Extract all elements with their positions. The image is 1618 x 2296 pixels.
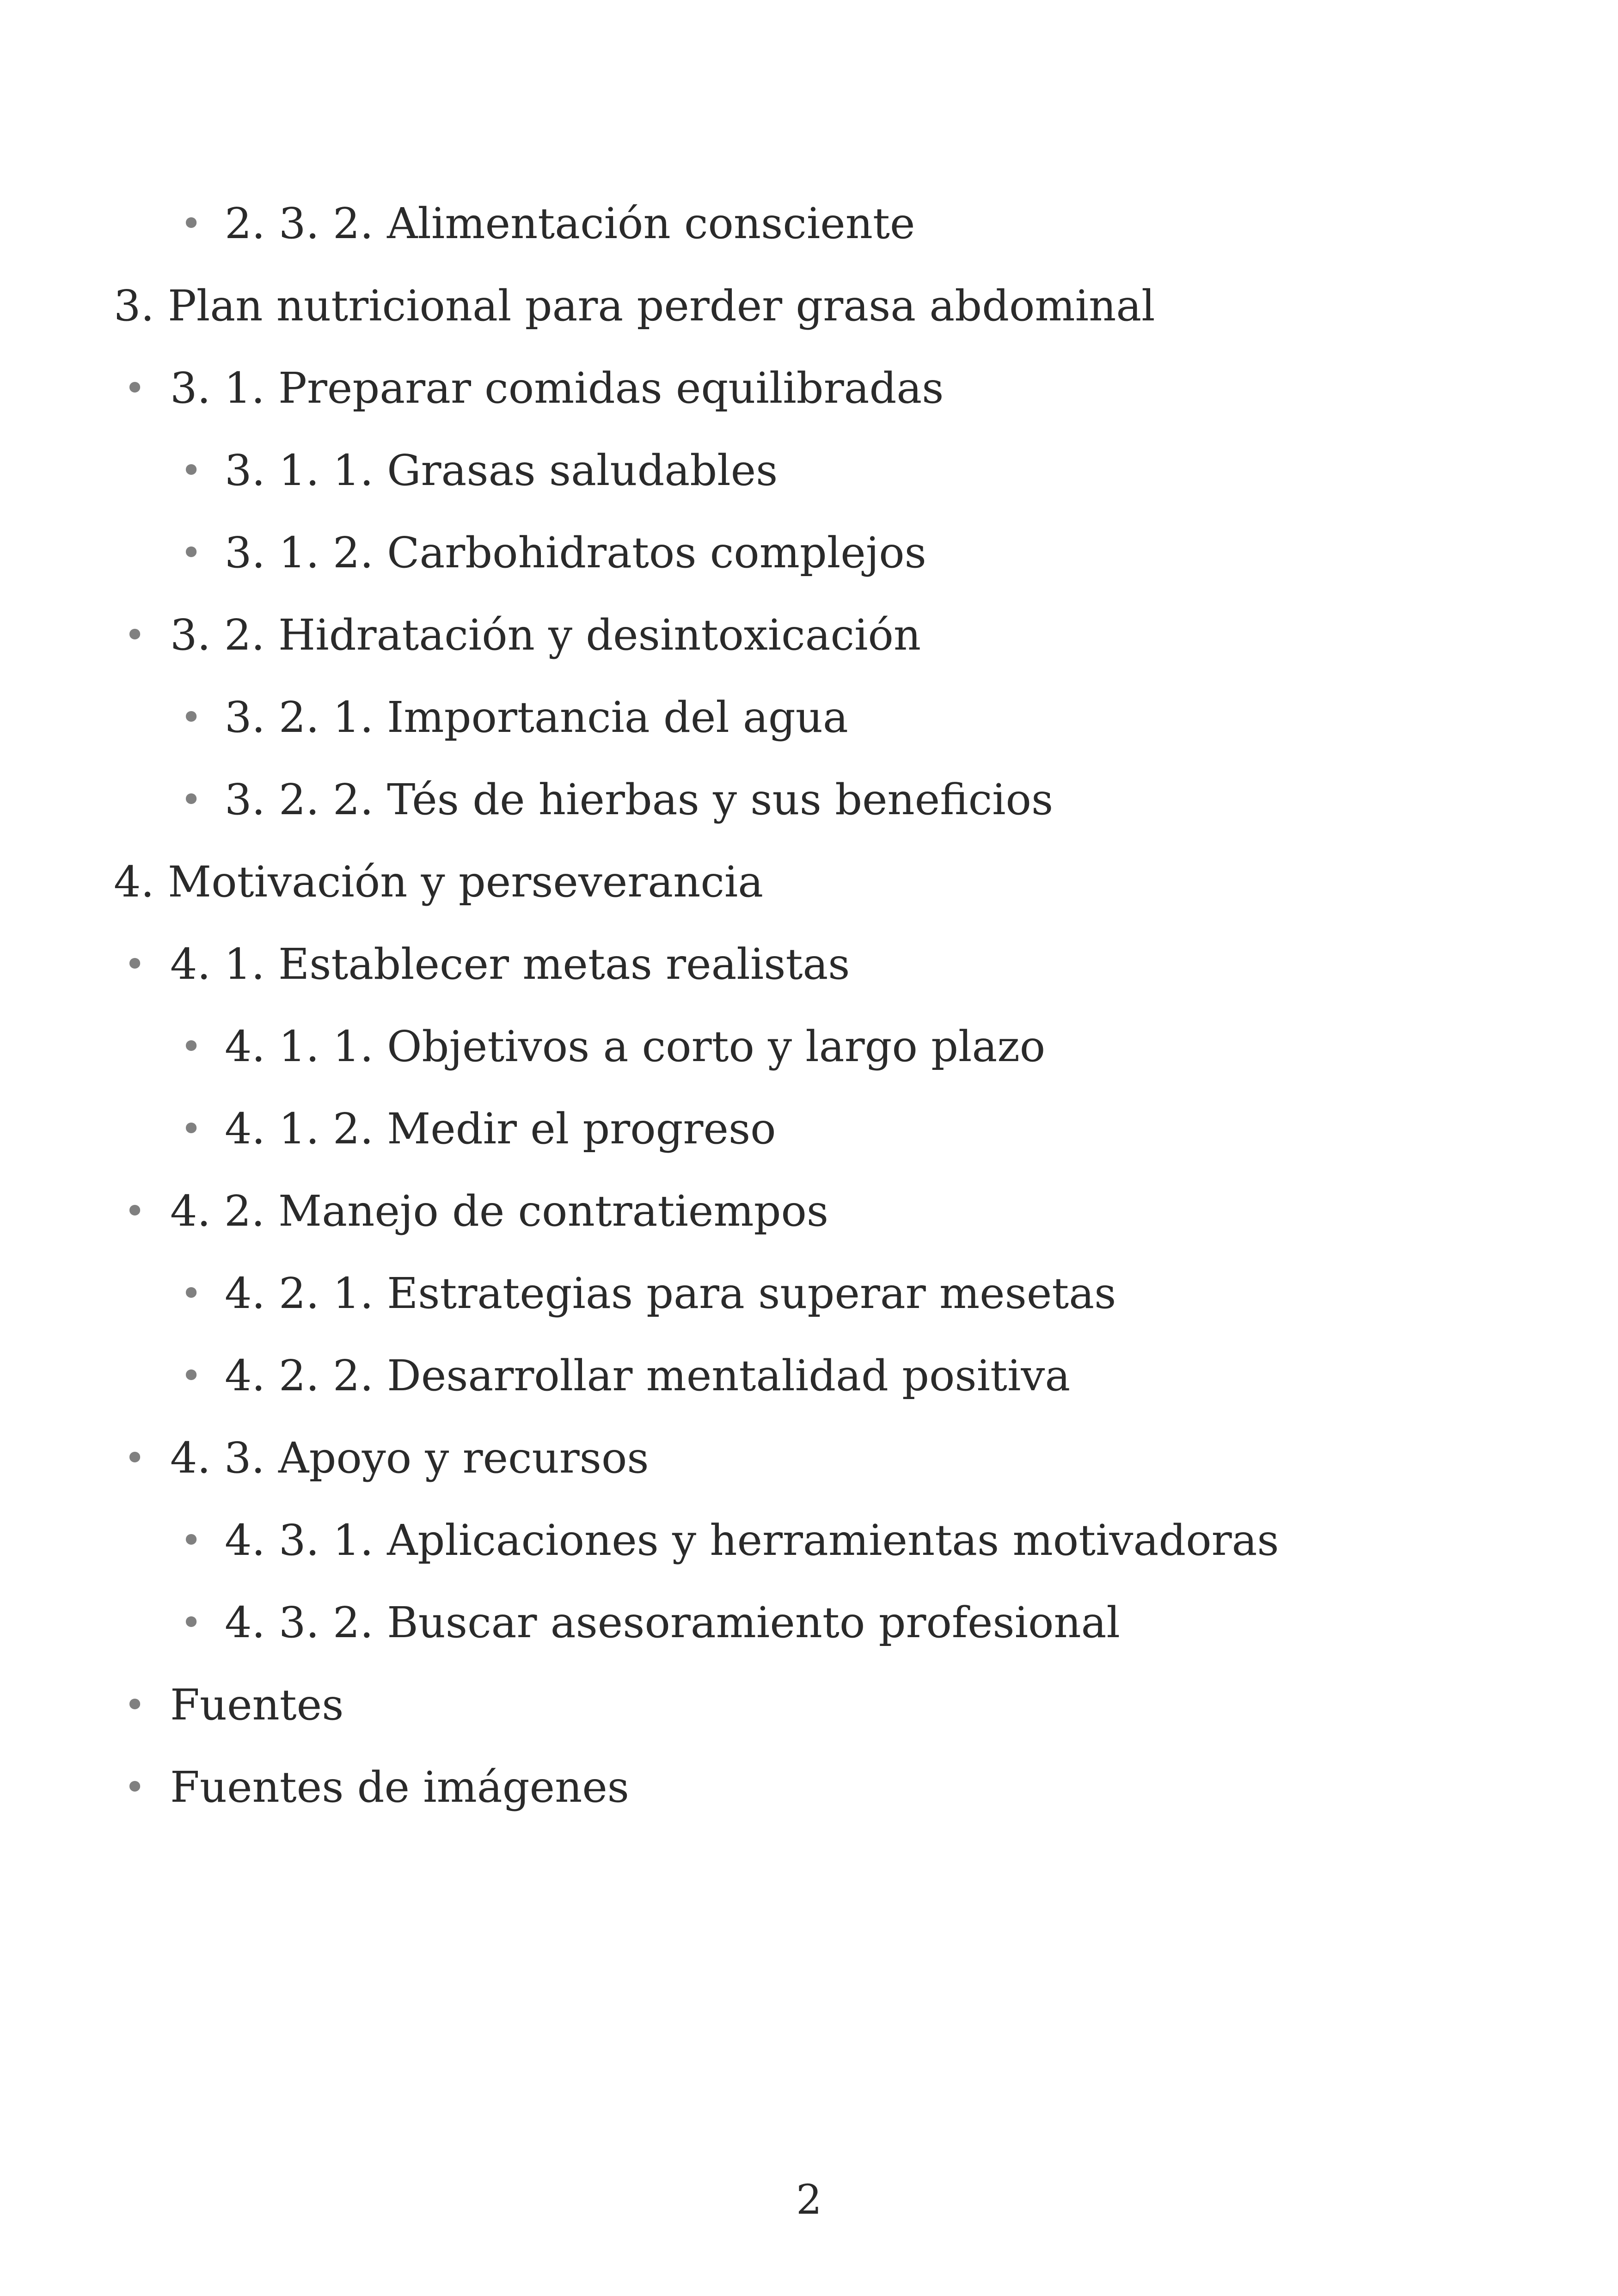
toc-entry[interactable] (0, 676, 1618, 759)
bullet-dot-icon: • (124, 1190, 146, 1233)
toc-entry-label: 4. 1. 2. Medir el progreso (225, 1104, 776, 1154)
bullet-dot-icon: • (180, 1107, 202, 1150)
toc-entry-label: 4. 1. 1. Objetivos a corto y largo plazo (225, 1022, 1046, 1071)
toc-entry-label: 3. 1. 2. Carbohidratos complejos (225, 528, 926, 577)
toc-entry[interactable] (0, 1170, 1618, 1252)
toc-entry-label: 4. 2. 1. Estrategias para superar mesetas (225, 1269, 1116, 1318)
bullet-dot-icon: • (180, 1025, 202, 1068)
bullet-dot-icon: • (180, 202, 202, 245)
toc-entry-label: 4. 2. 2. Desarrollar mentalidad positiva (225, 1351, 1071, 1400)
bullet-dot-icon: • (180, 696, 202, 739)
toc-entry[interactable] (0, 1417, 1618, 1499)
page-number: 2 (796, 2176, 822, 2223)
toc-entry-label: 4. 3. Apoyo y recursos (170, 1433, 649, 1483)
toc-entry[interactable] (0, 923, 1618, 1006)
bullet-dot-icon: • (180, 1601, 202, 1644)
bullet-dot-icon: • (180, 778, 202, 821)
toc-entry-label: 3. 1. 1. Grasas saludables (225, 446, 778, 495)
toc-entry[interactable] (0, 841, 1618, 923)
toc-entry-label: 4. 2. Manejo de contratiempos (170, 1186, 829, 1236)
toc-entry[interactable] (0, 347, 1618, 430)
toc-entry-label: 4. 3. 2. Buscar asesoramiento profesional (225, 1598, 1120, 1647)
toc-entry-label: 3. 2. Hidratación y desintoxicación (170, 610, 921, 660)
bullet-dot-icon: • (124, 367, 146, 410)
bullet-dot-icon: • (124, 1683, 146, 1726)
toc-entry-label: 4. Motivación y perseverancia (114, 857, 764, 907)
toc-entry-label: 3. Plan nutricional para perder grasa abdominal (114, 281, 1155, 331)
toc-entry[interactable] (0, 759, 1618, 841)
toc-entry[interactable] (0, 430, 1618, 512)
toc-entry[interactable] (0, 1006, 1618, 1088)
bullet-dot-icon: • (124, 1437, 146, 1480)
bullet-dot-icon: • (180, 1272, 202, 1315)
toc-entry-label: 2. 3. 2. Alimentación consciente (225, 199, 915, 248)
toc-entry-label: 3. 1. Preparar comidas equilibradas (170, 363, 944, 413)
toc-entry[interactable] (0, 1746, 1618, 1829)
toc-entry[interactable] (0, 1664, 1618, 1746)
bullet-dot-icon: • (124, 1766, 146, 1809)
bullet-dot-icon: • (180, 1519, 202, 1562)
bullet-dot-icon: • (124, 614, 146, 657)
toc-entry-label: 4. 3. 1. Aplicaciones y herramientas motivadoras (225, 1516, 1279, 1565)
toc-entry-label: Fuentes (170, 1680, 344, 1730)
toc-entry-label: 3. 2. 1. Importancia del agua (225, 693, 848, 742)
toc-entry-label: 3. 2. 2. Tés de hierbas y sus beneficios (225, 775, 1054, 824)
toc-entry-label: Fuentes de imágenes (170, 1762, 629, 1812)
bullet-dot-icon: • (180, 531, 202, 574)
toc-entry[interactable] (0, 183, 1618, 265)
toc-entry[interactable] (0, 594, 1618, 676)
toc-entry[interactable] (0, 1582, 1618, 1664)
toc-entry[interactable] (0, 1252, 1618, 1335)
toc-entry[interactable] (0, 1088, 1618, 1170)
toc-entry[interactable] (0, 1499, 1618, 1582)
bullet-dot-icon: • (180, 1354, 202, 1397)
toc-entry[interactable] (0, 1335, 1618, 1417)
toc-entry-label: 4. 1. Establecer metas realistas (170, 939, 850, 989)
toc-entry[interactable] (0, 512, 1618, 594)
bullet-dot-icon: • (124, 943, 146, 986)
bullet-dot-icon: • (180, 449, 202, 492)
table-of-contents (0, 183, 1618, 1829)
toc-entry[interactable] (0, 265, 1618, 347)
